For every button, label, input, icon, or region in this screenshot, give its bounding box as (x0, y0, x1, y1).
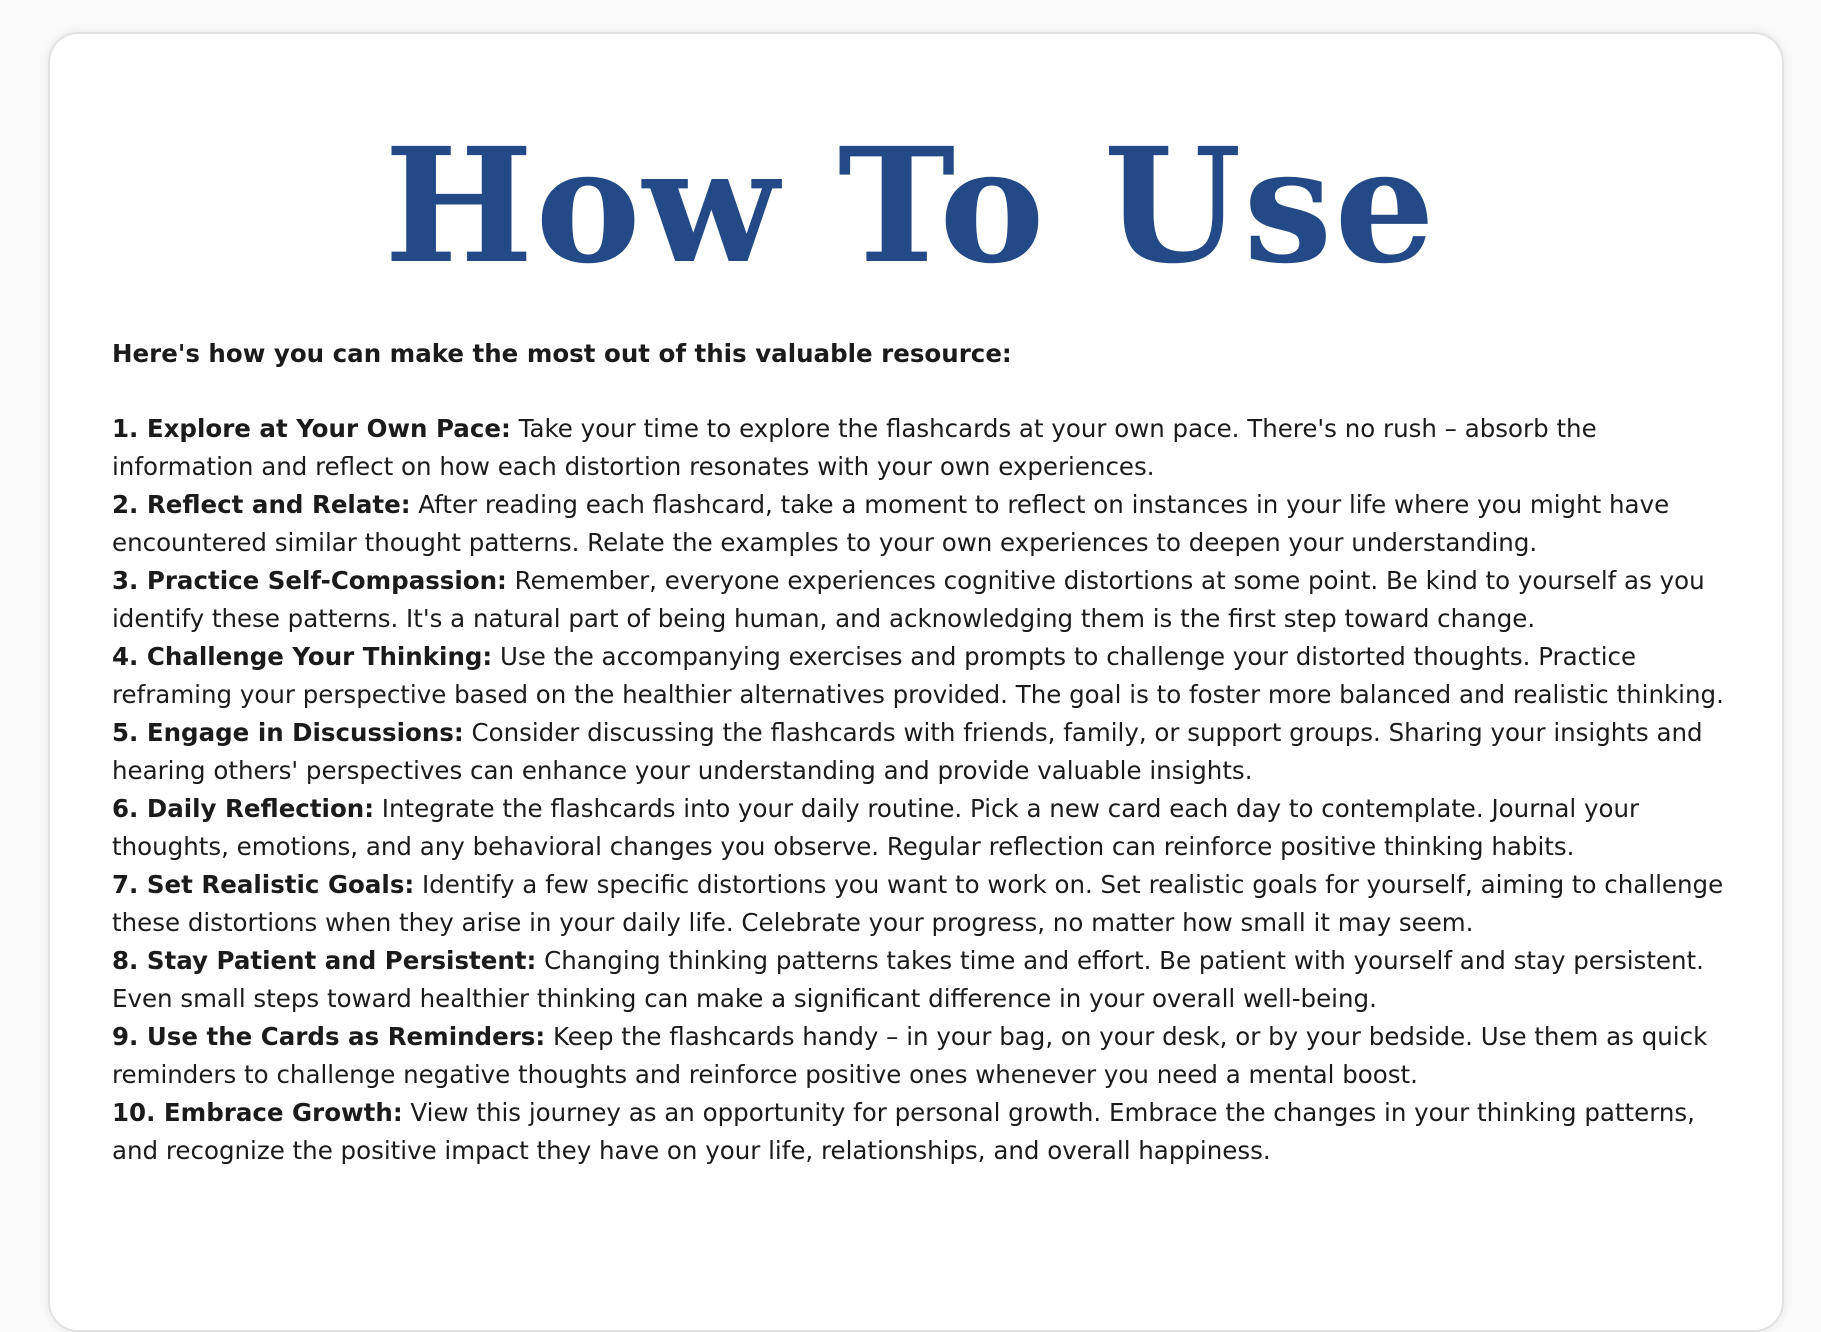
step-item-8 (112, 942, 1734, 1017)
step-text: Use the accompanying exercises and prompts to challenge your distorted thoughts. Practice reframing your perspective based on the healthier alternatives provided. The goal is to foster more balanced and realistic thinking. (112, 642, 1724, 709)
step-label: 7. Set Realistic Goals: (112, 870, 415, 899)
step-item-9 (112, 1018, 1734, 1093)
step-text: Consider discussing the flashcards with friends, family, or support groups. Sharing your insights and hearing others' perspectives can enhance your understanding and provide valuable insights. (112, 718, 1703, 785)
step-text: Keep the flashcards handy – in your bag, on your desk, or by your bedside. Use them as quick reminders to challenge negative thoughts and reinforce positive ones whenever you need a mental boost. (112, 1022, 1708, 1089)
step-item-10 (112, 1094, 1734, 1169)
step-item-4 (112, 638, 1734, 713)
instructions-content (112, 334, 1734, 1170)
step-text: View this journey as an opportunity for personal growth. Embrace the changes in your thinking patterns, and recognize the positive impact they have on your life, relationships, and overall happiness. (112, 1098, 1695, 1165)
step-label: 9. Use the Cards as Reminders: (112, 1022, 546, 1051)
step-item-3 (112, 562, 1734, 637)
steps-list (112, 410, 1734, 1169)
page-title: How To Use (384, 114, 1437, 299)
step-item-6 (112, 790, 1734, 865)
step-label: 8. Stay Patient and Persistent: (112, 946, 537, 975)
step-item-2 (112, 486, 1734, 561)
step-label: 5. Engage in Discussions: (112, 718, 464, 747)
step-text: Integrate the flashcards into your daily routine. Pick a new card each day to contemplate. Journal your thoughts, emotions, and any behavioral changes you observe. Regular reflection can reinforce positive thinking habits. (112, 794, 1640, 861)
step-label: 6. Daily Reflection: (112, 794, 375, 823)
step-item-5 (112, 714, 1734, 789)
step-item-1 (112, 410, 1734, 485)
step-text: Identify a few specific distortions you want to work on. Set realistic goals for yourself, aiming to challenge these distortions when they arise in your daily life. Celebrate your progress, no matter how small it may seem. (112, 870, 1724, 937)
step-label: 2. Reflect and Relate: (112, 490, 411, 519)
step-label: 10. Embrace Growth: (112, 1098, 403, 1127)
step-text: Remember, everyone experiences cognitive distortions at some point. Be kind to yourself as you identify these patterns. It's a natural part of being human, and acknowledging them is the first step toward change. (112, 566, 1705, 633)
step-label: 3. Practice Self-Compassion: (112, 566, 507, 595)
step-text: Take your time to explore the flashcards at your own pace. There's no rush – absorb the information and reflect on how each distortion resonates with your own experiences. (112, 414, 1597, 481)
step-text: Changing thinking patterns takes time and effort. Be patient with yourself and stay persistent. Even small steps toward healthier thinking can make a significant difference in your overall well-being. (112, 946, 1704, 1013)
intro-text: Here's how you can make the most out of this valuable resource: (112, 339, 1012, 368)
step-label: 4. Challenge Your Thinking: (112, 642, 493, 671)
step-item-7 (112, 866, 1734, 941)
step-label: 1. Explore at Your Own Pace: (112, 414, 511, 443)
step-text: After reading each flashcard, take a moment to reflect on instances in your life where you might have encountered similar thought patterns. Relate the examples to your own experiences to deepen your understanding. (112, 490, 1670, 557)
